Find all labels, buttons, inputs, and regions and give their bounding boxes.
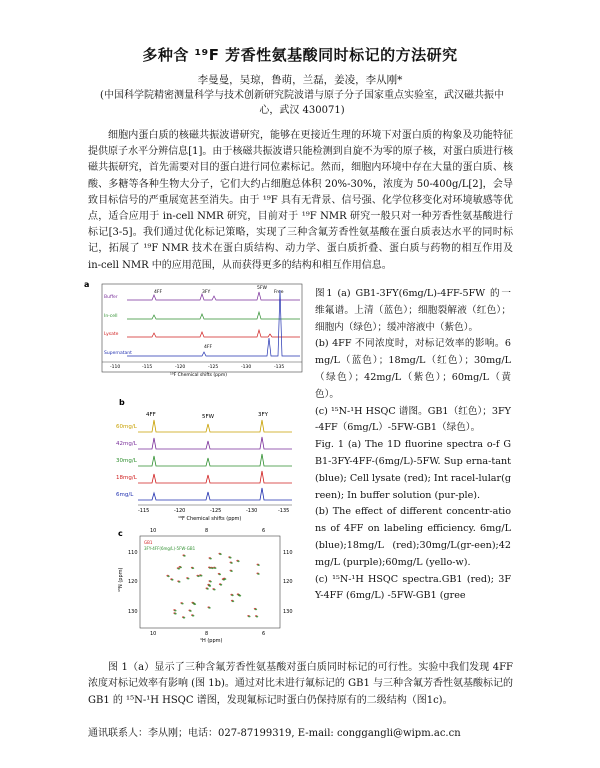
peak-label-b-4ff: 4FF <box>146 412 156 418</box>
hsqc-peak <box>209 581 212 583</box>
axis-label-b: ¹⁹F Chemical shifts (ppm) <box>178 516 242 522</box>
hsqc-peak <box>213 589 216 591</box>
paper-title: 多种含 ¹⁹F 芳香性氨基酸同时标记的方法研究 <box>142 46 458 64</box>
hsqc-peak <box>189 610 192 612</box>
hsqc-peak <box>192 615 195 617</box>
figure-1 <box>82 280 308 644</box>
hsqc-peak <box>219 553 222 555</box>
hsqc-peak <box>174 613 177 615</box>
peak-label-4ff-top: 4FF <box>154 290 163 295</box>
caption-line-2: (b) 4FF 不同浓度时，对标记效率的影响。6mg/L（蓝色）；18mg/L（红色）；30mg/L（绿色）；42mg/L（紫色）；60mg/L（黄色）。 <box>315 338 511 400</box>
hsqc-peak <box>230 562 233 564</box>
tick-b-130: -130 <box>246 508 258 514</box>
panel-c <box>118 528 293 644</box>
tick-a-125: -125 <box>208 365 219 370</box>
hsqc-peak <box>230 570 233 572</box>
caption-line-4: Fig. 1 (a) The 1D fluorine spectra o-f GB1-3FY-4FF-(6mg/L)-5FW. Sup erna-tant(blue); Cell lysate (red); Int racel-lular(green); In buffer solution (pur-ple). <box>315 439 511 501</box>
hsqc-peak <box>232 600 235 602</box>
hsqc-peak <box>209 558 212 560</box>
hsqc-peak <box>167 575 170 577</box>
top-tick-10: 10 <box>150 528 157 534</box>
hsqc-peak <box>200 575 203 577</box>
bottom-tick-6: 6 <box>262 631 266 637</box>
hsqc-peak <box>237 560 240 562</box>
hsqc-peak <box>187 578 190 580</box>
hsqc-peak <box>178 568 181 570</box>
tick-b-115: -115 <box>138 508 150 514</box>
contact-info: 通讯联系人：李从刚；电话：027-87199319, E-mail: conggangli@wipm.ac.cn <box>88 728 461 739</box>
bottom-tick-10: 10 <box>150 631 157 637</box>
caption-line-3: (c) ¹⁵N-¹H HSQC 谱图。GB1（红色）；3FY-4FF（6mg/L）-5FW-GB1（绿色）。 <box>315 405 511 434</box>
right-tick-120: 120 <box>283 579 293 585</box>
peak-label-b-3fy: 3FY <box>258 412 269 418</box>
right-tick-110: 110 <box>283 550 293 556</box>
panel-b <box>116 398 292 522</box>
hsqc-peak <box>220 584 223 586</box>
left-tick-110: 110 <box>128 550 138 556</box>
trace-label-supernatant: Supernatant <box>104 351 132 356</box>
peak-label-free: Free <box>274 290 284 295</box>
hsqc-peak <box>171 579 174 581</box>
hsqc-peak <box>214 567 217 569</box>
tick-b-125: -125 <box>210 508 222 514</box>
tick-a-120: -120 <box>175 365 186 370</box>
left-tick-120: 120 <box>128 579 138 585</box>
hsqc-peak <box>208 607 211 609</box>
hsqc-peak <box>238 594 241 596</box>
peak-label-3fy-top: 3FY <box>202 290 211 295</box>
figure-caption <box>315 286 511 605</box>
caption-line-1: 图1 (a) GB1-3FY(6mg/L)-4FF-5FW 的一维氟谱。上清（蓝色）；细胞裂解液（红色）；细胞内（绿色）；缓冲溶液中（紫色）。 <box>315 288 511 333</box>
tick-a-115: -115 <box>142 365 153 370</box>
body-paragraph-2: 图 1（a）显示了三种含氟芳香性氨基酸对蛋白质同时标记的可行性。实验中我们发现 4FF 浓度对标记效率有影响 (图 1b)。通过对比未进行氟标记的 GB1 与三种含氟芳香性氨基酸标记的 GB1 的 ¹⁵N-¹H HSQC 谱图，发现氟标记时蛋白仍保持原有的二级结构（图1c)。 <box>88 662 513 706</box>
trace-label-6: 6mg/L <box>116 492 134 498</box>
hsqc-peak <box>183 617 186 619</box>
right-tick-130: 130 <box>283 609 293 615</box>
hsqc-peak <box>197 575 200 577</box>
trace-label-30: 30mg/L <box>116 458 137 464</box>
tick-b-120: -120 <box>174 508 186 514</box>
legend-c-labeled: 3FY-4FF(6mg/L)-5FW-GB1 <box>144 546 196 551</box>
axis-label-a: ¹⁹F Chemical shifts (ppm) <box>170 373 228 378</box>
panel-c-label: c <box>118 529 123 538</box>
hsqc-peak <box>179 567 182 569</box>
author-list: 李曼曼，吴琼，鲁萌，兰磊，姜凌，李从刚* <box>197 74 403 86</box>
hsqc-peak <box>183 555 186 557</box>
hsqc-peak <box>219 574 222 576</box>
peak-label-4ff-low: 4FF <box>204 345 213 350</box>
hsqc-peak <box>178 581 181 583</box>
trace-label-buffer: Buffer <box>104 295 118 300</box>
hsqc-peak <box>248 616 251 618</box>
body-paragraph-1: 细胞内蛋白质的核磁共振波谱研究，能够在更接近生理的环境下对蛋白质的构象及功能特征提供原子水平分辨信息[1]。由于核磁共振波谱只能检测到自旋不为零的原子核，对蛋白质进行核磁共振研究，首先需要对目的蛋白进行同位素标记。然而，细胞内环境中存在大量的蛋白质、核酸、多糖等各种生物大分子，它们大约占细胞总体积 20%-30%，浓度为 50-400g/L[2]，会导致目标信号的严重展宽甚至消失。由于 ¹⁹F 具有无背景、信号强、化学位移变化对环境敏感等优点，适合应用于 in-cell NMR 研究，目前对于 ¹⁹F NMR 研究一般只对一种芳香性氨基酸进行标记[3-5]。我们通过优化标记策略，实现了三种含氟芳香性氨基酸在蛋白质表达水平的同时标记，拓展了 ¹⁹F NMR 技术在蛋白质结构、动力学、蛋白质折叠、蛋白质与药物的相互作用及 in-cell NMR 中的应用范围，从而获得更多的结构和相互作用信息。 <box>88 130 513 271</box>
panel-a <box>84 280 302 378</box>
trace-label-42: 42mg/L <box>116 441 137 447</box>
tick-b-135: -135 <box>278 508 290 514</box>
trace-label-60: 60mg/L <box>116 424 137 430</box>
hsqc-peak <box>224 578 227 580</box>
axis-label-c-y: ¹⁵N (ppm) <box>118 567 124 592</box>
top-tick-8: 8 <box>205 528 209 534</box>
tick-a-130: -130 <box>241 365 252 370</box>
hsqc-peak <box>231 594 234 596</box>
caption-line-6: (c) ¹⁵N-¹H HSQC spectra.GB1 (red); 3FY-4FF (6mg/L) -5FW-GB1 (gree <box>315 573 511 602</box>
tick-a-110: -110 <box>110 365 121 370</box>
top-tick-6: 6 <box>262 528 266 534</box>
legend-c-gb1: GB1 <box>144 540 153 545</box>
trace-label-incell: In-cell <box>104 314 118 319</box>
bottom-tick-8: 8 <box>205 631 209 637</box>
affiliation: (中国科学院精密测量科学与技术创新研究院波谱与原子分子国家重点实验室，武汉磁共振中心，武汉 430071) <box>100 90 504 116</box>
caption-line-5: (b) The effect of different concentr-ations of 4FF on labeling efficiency. 6mg/L(blue);18mg/L (red);30mg/L(gr-een);42mg/L (purple);60mg/L (yello-w). <box>315 506 511 568</box>
hsqc-peak <box>181 603 184 605</box>
hsqc-peak <box>208 584 211 586</box>
hsqc-peak <box>257 573 260 575</box>
hsqc-peak <box>192 567 195 569</box>
panel-a-label: a <box>84 280 90 289</box>
hsqc-peak <box>206 588 209 590</box>
hsqc-peak <box>174 610 177 612</box>
peak-label-5fw-top: 5FW <box>257 286 267 291</box>
axis-label-c-x: ¹H (ppm) <box>200 638 223 644</box>
peak-label-b-5fw: 5FW <box>202 414 215 420</box>
hsqc-peak <box>255 609 258 611</box>
trace-label-18: 18mg/L <box>116 475 137 481</box>
hsqc-peak <box>257 564 260 566</box>
tick-a-135: -135 <box>274 365 285 370</box>
hsqc-peak <box>256 616 259 618</box>
hsqc-peak <box>211 567 214 569</box>
hsqc-peak <box>229 557 232 559</box>
hsqc-peaks <box>166 553 260 619</box>
left-tick-130: 130 <box>128 609 138 615</box>
hsqc-peak <box>192 602 195 604</box>
panel-b-label: b <box>119 398 125 407</box>
trace-label-lysate: Lysate <box>104 332 119 337</box>
